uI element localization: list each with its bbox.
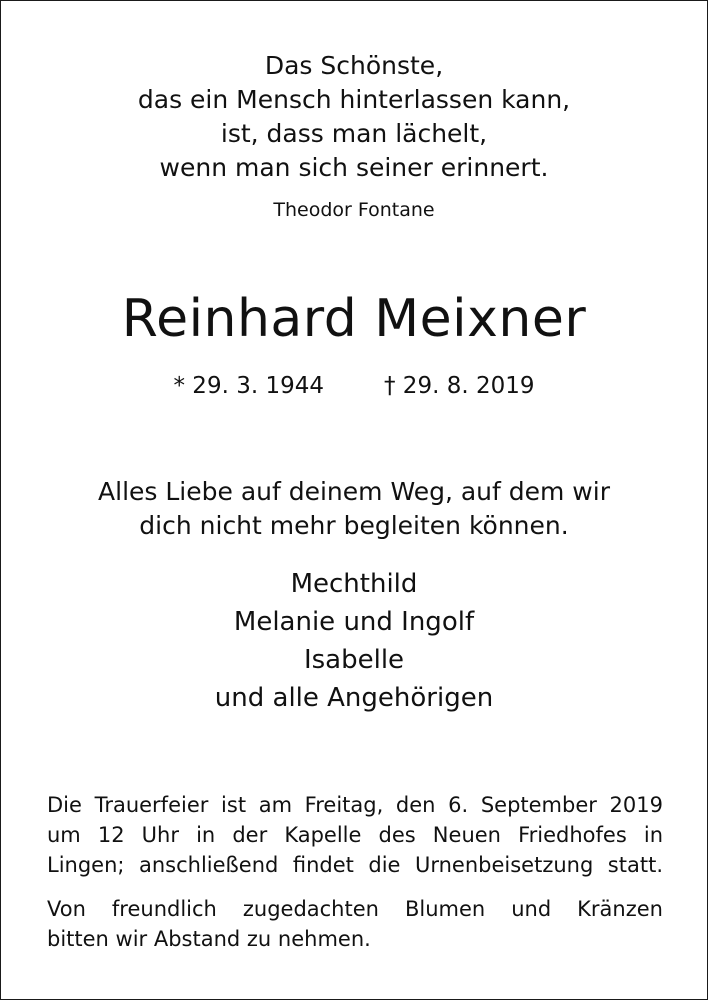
death-date: † 29. 8. 2019 [384,373,535,399]
flowers-note [47,894,663,954]
quote-author: Theodor Fontane [273,199,435,221]
quote-line: wenn man sich seiner erinnert. [159,153,549,182]
farewell-text [1,475,707,543]
service-info [47,790,663,880]
quote-line: das ein Mensch hinterlassen kann, [137,85,571,114]
service-line: um 12 Uhr in der Kapelle des Neuen Friedhofes in [47,823,663,847]
mourners-list [1,565,707,717]
birth-date: * 29. 3. 1944 [173,373,324,399]
flowers-line: bitten wir Abstand zu nehmen. [47,927,371,951]
quote-line: Das Schönste, [264,51,444,80]
flowers-line: Von freundlich zugedachten Blumen und Kränzen [47,897,663,921]
quote [1,49,707,185]
mourner-name: Mechthild [290,569,418,599]
service-line: Lingen; anschließend findet die Urnenbeisetzung statt. [47,853,663,877]
farewell-line: dich nicht mehr begleiten können. [139,511,569,540]
quote-line: ist, dass man lächelt, [220,119,488,148]
farewell-line: Alles Liebe auf deinem Weg, auf dem wir [98,477,610,506]
deceased-name: Reinhard Meixner [121,289,587,349]
mourner-name: und alle Angehörigen [214,683,494,713]
mourner-name: Isabelle [303,645,405,675]
life-dates [1,373,707,399]
mourner-name: Melanie und Ingolf [233,607,475,637]
service-line: Die Trauerfeier ist am Freitag, den 6. September 2019 [47,793,663,817]
